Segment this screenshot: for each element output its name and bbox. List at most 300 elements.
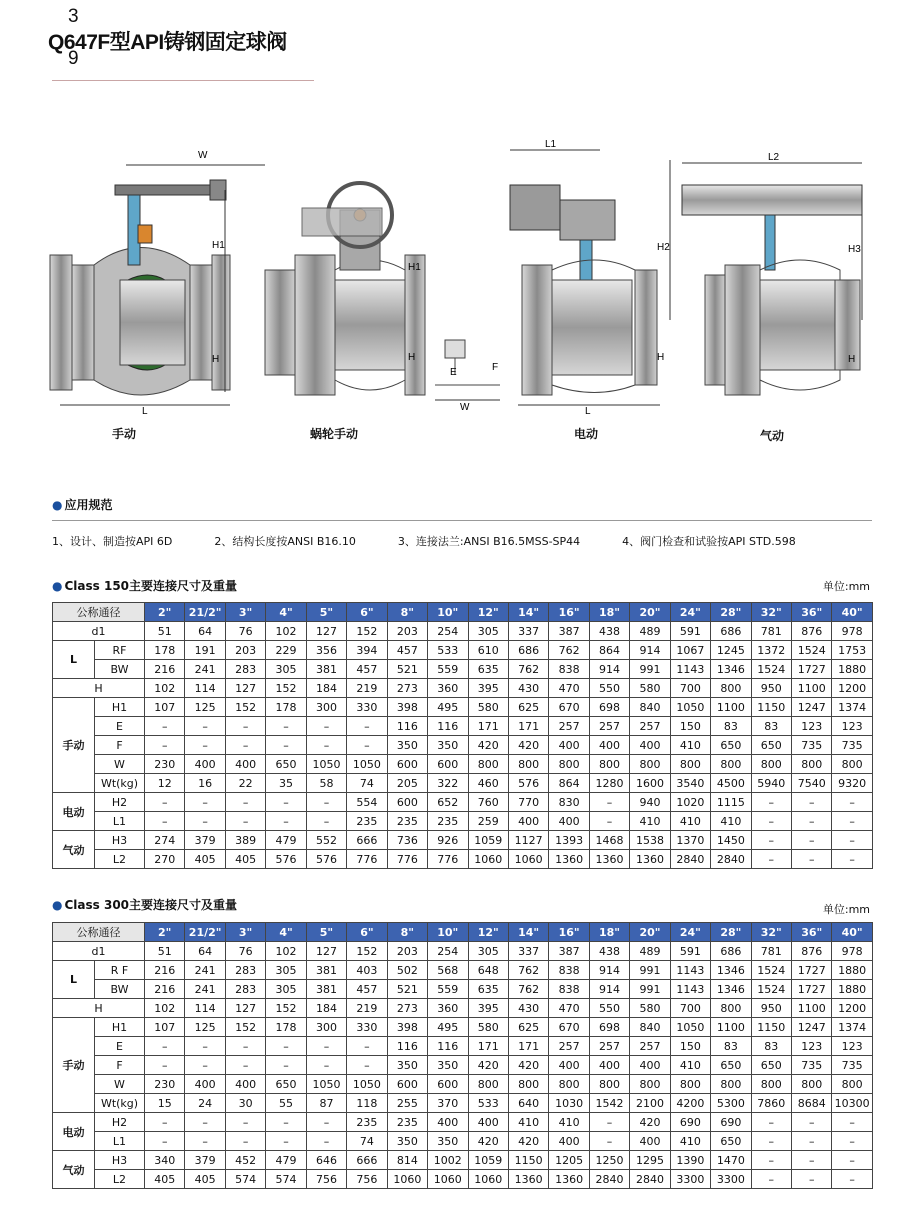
table-cell: 700: [670, 999, 710, 1018]
table-cell: 102: [145, 679, 185, 698]
table-cell: –: [225, 793, 265, 812]
table-cell: 230: [145, 1075, 185, 1094]
table-cell: 400: [630, 736, 670, 755]
table-cell: 1450: [711, 831, 751, 850]
table-cell: 914: [630, 641, 670, 660]
table-cell: 381: [306, 961, 346, 980]
table-cell: 360: [428, 999, 468, 1018]
table-cell: 398: [387, 1018, 427, 1037]
table-cell: 1060: [428, 1170, 468, 1189]
size-header-cell: 20": [630, 923, 670, 942]
table-row: [53, 942, 873, 961]
table-cell: 1727: [792, 660, 832, 679]
row-label: W: [95, 755, 145, 774]
table-cell: 51: [145, 622, 185, 641]
table-cell: 283: [225, 961, 265, 980]
table-cell: 800: [549, 1075, 589, 1094]
application-specs: [52, 533, 872, 549]
table-cell: 1059: [468, 1151, 508, 1170]
table-cell: –: [832, 812, 872, 831]
table-cell: 760: [468, 793, 508, 812]
row-label: W: [95, 1075, 145, 1094]
table-row: [53, 717, 873, 736]
pneumatic-valve-drawing: [682, 152, 862, 395]
size-header-cell: 12": [468, 603, 508, 622]
class300-unit: 单位:mm: [822, 903, 870, 916]
table-cell: –: [225, 1037, 265, 1056]
table-cell: 257: [589, 717, 629, 736]
table-cell: –: [145, 1037, 185, 1056]
table-cell: 470: [549, 679, 589, 698]
table-cell: 800: [630, 1075, 670, 1094]
table-cell: 756: [347, 1170, 387, 1189]
table-cell: –: [306, 812, 346, 831]
table-cell: 387: [549, 622, 589, 641]
table-cell: –: [185, 1037, 225, 1056]
size-header-cell: 10": [428, 923, 468, 942]
table-cell: 800: [832, 1075, 872, 1094]
table-cell: 690: [670, 1113, 710, 1132]
table-cell: 1050: [347, 755, 387, 774]
table-cell: 735: [792, 736, 832, 755]
table-cell: –: [751, 793, 791, 812]
table-cell: –: [347, 736, 387, 755]
table-cell: 283: [225, 660, 265, 679]
row-label: F: [95, 736, 145, 755]
table-cell: 127: [225, 999, 265, 1018]
table-cell: 666: [347, 831, 387, 850]
table-cell: 107: [145, 1018, 185, 1037]
size-header-cell: 4": [266, 923, 306, 942]
table-cell: 400: [589, 736, 629, 755]
table-cell: 600: [428, 755, 468, 774]
table-cell: 1100: [711, 698, 751, 717]
table-cell: 400: [549, 1132, 589, 1151]
table-cell: 394: [347, 641, 387, 660]
table-cell: 400: [549, 812, 589, 831]
table-cell: 152: [266, 999, 306, 1018]
table-row: [53, 812, 873, 831]
table-cell: 800: [468, 1075, 508, 1094]
table-cell: –: [589, 1113, 629, 1132]
table-cell: 800: [508, 755, 548, 774]
table-cell: 735: [832, 1056, 872, 1075]
table-cell: 640: [508, 1094, 548, 1113]
table-cell: –: [266, 717, 306, 736]
table-cell: –: [792, 1170, 832, 1189]
table-cell: 1393: [549, 831, 589, 850]
table-cell: –: [751, 850, 791, 869]
table-row: [53, 679, 873, 698]
table-cell: 420: [468, 736, 508, 755]
table-cell: 216: [145, 980, 185, 999]
table-cell: 403: [347, 961, 387, 980]
table-cell: –: [832, 850, 872, 869]
table-cell: 420: [468, 1056, 508, 1075]
table-cell: 150: [670, 717, 710, 736]
size-header-cell: 10": [428, 603, 468, 622]
table-cell: 107: [145, 698, 185, 717]
table-cell: 152: [225, 1018, 265, 1037]
table-cell: 322: [428, 774, 468, 793]
table-cell: 305: [266, 660, 306, 679]
table-cell: 235: [428, 812, 468, 831]
table-cell: 405: [185, 850, 225, 869]
table-cell: 800: [630, 755, 670, 774]
table-cell: –: [185, 793, 225, 812]
table-cell: 4200: [670, 1094, 710, 1113]
table-cell: 1360: [630, 850, 670, 869]
table-cell: 670: [549, 1018, 589, 1037]
table-cell: 876: [792, 942, 832, 961]
table-cell: 420: [468, 1132, 508, 1151]
table-cell: 686: [508, 641, 548, 660]
table-cell: 1020: [670, 793, 710, 812]
table-cell: 521: [387, 660, 427, 679]
caption-worm-gear: 蜗轮手动: [310, 427, 359, 441]
table-cell: 257: [630, 1037, 670, 1056]
table-cell: 1100: [711, 1018, 751, 1037]
table-cell: 270: [145, 850, 185, 869]
dim-h-label: H: [212, 354, 220, 365]
table-cell: 1524: [751, 660, 791, 679]
class150-table: [52, 602, 873, 869]
header-label: 公称通径: [53, 603, 145, 622]
table-cell: 1360: [549, 850, 589, 869]
table-cell: 1390: [670, 1151, 710, 1170]
table-cell: 400: [468, 1113, 508, 1132]
valve-drawings: [40, 130, 880, 450]
size-header-cell: 18": [589, 923, 629, 942]
table-cell: 178: [145, 641, 185, 660]
table-cell: 495: [428, 698, 468, 717]
row-label: L1: [95, 1132, 145, 1151]
table-cell: 800: [751, 755, 791, 774]
table-cell: 360: [428, 679, 468, 698]
table-cell: 283: [225, 980, 265, 999]
spec-item: 2、结构长度按ANSI B16.10: [214, 535, 356, 548]
table-cell: 776: [428, 850, 468, 869]
table-cell: 58: [306, 774, 346, 793]
table-cell: 216: [145, 660, 185, 679]
table-cell: 305: [266, 980, 306, 999]
table-cell: 74: [347, 774, 387, 793]
table-cell: –: [832, 1132, 872, 1151]
table-row: [53, 1170, 873, 1189]
table-cell: 395: [468, 679, 508, 698]
table-cell: 116: [428, 717, 468, 736]
table-cell: 776: [387, 850, 427, 869]
table-cell: 1542: [589, 1094, 629, 1113]
table-cell: 1468: [589, 831, 629, 850]
table-cell: 1295: [630, 1151, 670, 1170]
table-cell: 235: [347, 812, 387, 831]
table-row: [53, 831, 873, 850]
table-cell: –: [792, 831, 832, 850]
group-label: 电动: [53, 1113, 95, 1151]
table-cell: 219: [347, 679, 387, 698]
table-cell: –: [225, 736, 265, 755]
table-cell: 5940: [751, 774, 791, 793]
table-cell: 762: [508, 961, 548, 980]
table-cell: 533: [468, 1094, 508, 1113]
size-header-cell: 28": [711, 923, 751, 942]
table-cell: 15: [145, 1094, 185, 1113]
table-cell: 452: [225, 1151, 265, 1170]
size-header-cell: 20": [630, 603, 670, 622]
row-label: L1: [95, 812, 145, 831]
table-header-row: [53, 603, 873, 622]
row-label: Wt(kg): [95, 1094, 145, 1113]
table-cell: –: [185, 736, 225, 755]
table-cell: 550: [589, 679, 629, 698]
table-row: [53, 1113, 873, 1132]
table-cell: 479: [266, 1151, 306, 1170]
table-cell: 1143: [670, 961, 710, 980]
table-cell: –: [185, 1056, 225, 1075]
table-cell: 1059: [468, 831, 508, 850]
table-cell: 686: [711, 622, 751, 641]
size-header-cell: 16": [549, 603, 589, 622]
table-cell: 10300: [832, 1094, 872, 1113]
table-cell: –: [145, 812, 185, 831]
table-cell: 405: [225, 850, 265, 869]
table-cell: 152: [266, 679, 306, 698]
table-cell: 1030: [549, 1094, 589, 1113]
table-cell: 76: [225, 942, 265, 961]
table-cell: 1346: [711, 961, 751, 980]
table-cell: 235: [347, 1113, 387, 1132]
table-cell: 666: [347, 1151, 387, 1170]
table-row: [53, 1056, 873, 1075]
table-cell: 650: [266, 755, 306, 774]
table-cell: 1600: [630, 774, 670, 793]
table-cell: –: [347, 717, 387, 736]
table-row: [53, 1075, 873, 1094]
table-cell: 171: [468, 1037, 508, 1056]
table-cell: 1524: [751, 980, 791, 999]
table-cell: 83: [711, 717, 751, 736]
row-label: H: [53, 679, 145, 698]
worm-gear-valve-drawing: [265, 183, 425, 395]
table-cell: 1374: [832, 698, 872, 717]
table-cell: 735: [792, 1056, 832, 1075]
table-cell: –: [225, 1132, 265, 1151]
table-cell: 914: [589, 660, 629, 679]
table-cell: 460: [468, 774, 508, 793]
table-cell: 800: [508, 1075, 548, 1094]
table-cell: 814: [387, 1151, 427, 1170]
group-label: 气动: [53, 1151, 95, 1189]
table-cell: 2840: [630, 1170, 670, 1189]
table-cell: 698: [589, 1018, 629, 1037]
table-cell: 1127: [508, 831, 548, 850]
size-header-cell: 40": [832, 603, 872, 622]
table-cell: –: [225, 1113, 265, 1132]
table-cell: 830: [549, 793, 589, 812]
table-cell: 2840: [711, 850, 751, 869]
table-cell: –: [306, 1037, 346, 1056]
table-cell: –: [832, 1170, 872, 1189]
table-cell: 350: [428, 1132, 468, 1151]
table-cell: 438: [589, 622, 629, 641]
row-label: H1: [95, 1018, 145, 1037]
table-cell: 350: [387, 1056, 427, 1075]
table-cell: 650: [266, 1075, 306, 1094]
table-cell: –: [306, 1056, 346, 1075]
dim-h-worm-label: H: [408, 352, 416, 363]
table-cell: 470: [549, 999, 589, 1018]
table-cell: 356: [306, 641, 346, 660]
table-cell: 650: [711, 1056, 751, 1075]
table-cell: 337: [508, 622, 548, 641]
table-cell: 1060: [468, 850, 508, 869]
table-cell: 670: [549, 698, 589, 717]
table-cell: 781: [751, 622, 791, 641]
table-cell: 1050: [347, 1075, 387, 1094]
table-cell: 219: [347, 999, 387, 1018]
table-cell: 241: [185, 660, 225, 679]
table-cell: 114: [185, 679, 225, 698]
table-cell: 1880: [832, 660, 872, 679]
dim-l2-label: L2: [768, 152, 780, 163]
table-cell: 756: [306, 1170, 346, 1189]
table-cell: 257: [589, 1037, 629, 1056]
table-cell: 127: [306, 622, 346, 641]
dim-h2-label: H2: [657, 242, 670, 253]
table-cell: 991: [630, 980, 670, 999]
table-cell: 580: [630, 999, 670, 1018]
table-cell: 400: [549, 1056, 589, 1075]
caption-electric: 电动: [574, 427, 599, 441]
table-row: [53, 755, 873, 774]
table-cell: –: [792, 1113, 832, 1132]
row-label: H3: [95, 831, 145, 850]
table-cell: 648: [468, 961, 508, 980]
table-cell: 420: [508, 1056, 548, 1075]
table-cell: 430: [508, 999, 548, 1018]
table-row: [53, 1037, 873, 1056]
table-cell: 150: [670, 1037, 710, 1056]
table-cell: 800: [589, 755, 629, 774]
table-cell: 762: [549, 641, 589, 660]
page-number-bottom: 9: [68, 48, 79, 69]
table-cell: 273: [387, 679, 427, 698]
table-cell: 64: [185, 622, 225, 641]
table-cell: 381: [306, 660, 346, 679]
table-cell: 420: [630, 1113, 670, 1132]
table-cell: 12: [145, 774, 185, 793]
class150-heading: ● Class 150主要连接尺寸及重量: [52, 579, 238, 593]
table-cell: 600: [387, 755, 427, 774]
table-cell: 410: [670, 812, 710, 831]
table-cell: 2840: [670, 850, 710, 869]
table-cell: 7860: [751, 1094, 791, 1113]
table-cell: 700: [670, 679, 710, 698]
table-cell: 991: [630, 660, 670, 679]
row-label: H2: [95, 1113, 145, 1132]
table-cell: 405: [145, 1170, 185, 1189]
table-cell: 1002: [428, 1151, 468, 1170]
table-cell: 171: [508, 717, 548, 736]
table-row: [53, 793, 873, 812]
size-header-cell: 8": [387, 923, 427, 942]
table-row: [53, 1132, 873, 1151]
size-header-cell: 21/2": [185, 923, 225, 942]
table-cell: 400: [630, 1056, 670, 1075]
table-cell: 1727: [792, 961, 832, 980]
table-cell: –: [306, 717, 346, 736]
table-cell: 257: [549, 717, 589, 736]
table-cell: 800: [711, 679, 751, 698]
table-cell: 600: [428, 1075, 468, 1094]
table-cell: 330: [347, 1018, 387, 1037]
table-cell: –: [347, 1037, 387, 1056]
table-cell: 102: [266, 942, 306, 961]
table-cell: –: [347, 1056, 387, 1075]
table-cell: 1727: [792, 980, 832, 999]
table-cell: 410: [670, 1132, 710, 1151]
table-cell: 340: [145, 1151, 185, 1170]
dim-h-pneumatic-label: H: [848, 354, 856, 365]
table-cell: 51: [145, 942, 185, 961]
table-cell: 350: [387, 1132, 427, 1151]
table-cell: 178: [266, 698, 306, 717]
table-cell: –: [832, 793, 872, 812]
table-cell: 1050: [306, 1075, 346, 1094]
table-cell: 1360: [589, 850, 629, 869]
table-cell: –: [266, 1132, 306, 1151]
table-cell: 203: [225, 641, 265, 660]
size-header-cell: 24": [670, 603, 710, 622]
dim-l-label: L: [142, 406, 148, 417]
class300-table: [52, 922, 873, 1189]
table-cell: 3540: [670, 774, 710, 793]
table-cell: 800: [711, 1075, 751, 1094]
header-label: 公称通径: [53, 923, 145, 942]
table-cell: 76: [225, 622, 265, 641]
table-cell: 776: [347, 850, 387, 869]
table-cell: 230: [145, 755, 185, 774]
table-cell: 1372: [751, 641, 791, 660]
dim-l1-label: L1: [545, 139, 557, 150]
row-label: R F: [95, 961, 145, 980]
table-cell: 83: [751, 717, 791, 736]
table-cell: 395: [468, 999, 508, 1018]
table-cell: 625: [508, 1018, 548, 1037]
table-cell: 24: [185, 1094, 225, 1113]
row-label: H: [53, 999, 145, 1018]
table-cell: 800: [792, 1075, 832, 1094]
row-label: Wt(kg): [95, 774, 145, 793]
table-cell: 127: [306, 942, 346, 961]
table-cell: 55: [266, 1094, 306, 1113]
table-cell: 235: [387, 1113, 427, 1132]
table-cell: 257: [630, 717, 670, 736]
table-cell: 457: [347, 980, 387, 999]
table-cell: 840: [630, 1018, 670, 1037]
table-cell: 533: [428, 641, 468, 660]
size-header-cell: 6": [347, 923, 387, 942]
row-label: L2: [95, 1170, 145, 1189]
table-cell: 800: [589, 1075, 629, 1094]
size-header-cell: 14": [508, 603, 548, 622]
table-cell: 864: [549, 774, 589, 793]
size-header-cell: 5": [306, 603, 346, 622]
table-cell: –: [792, 793, 832, 812]
table-cell: 127: [225, 679, 265, 698]
page-title: Q647F型API铸钢固定球阀: [48, 31, 287, 54]
